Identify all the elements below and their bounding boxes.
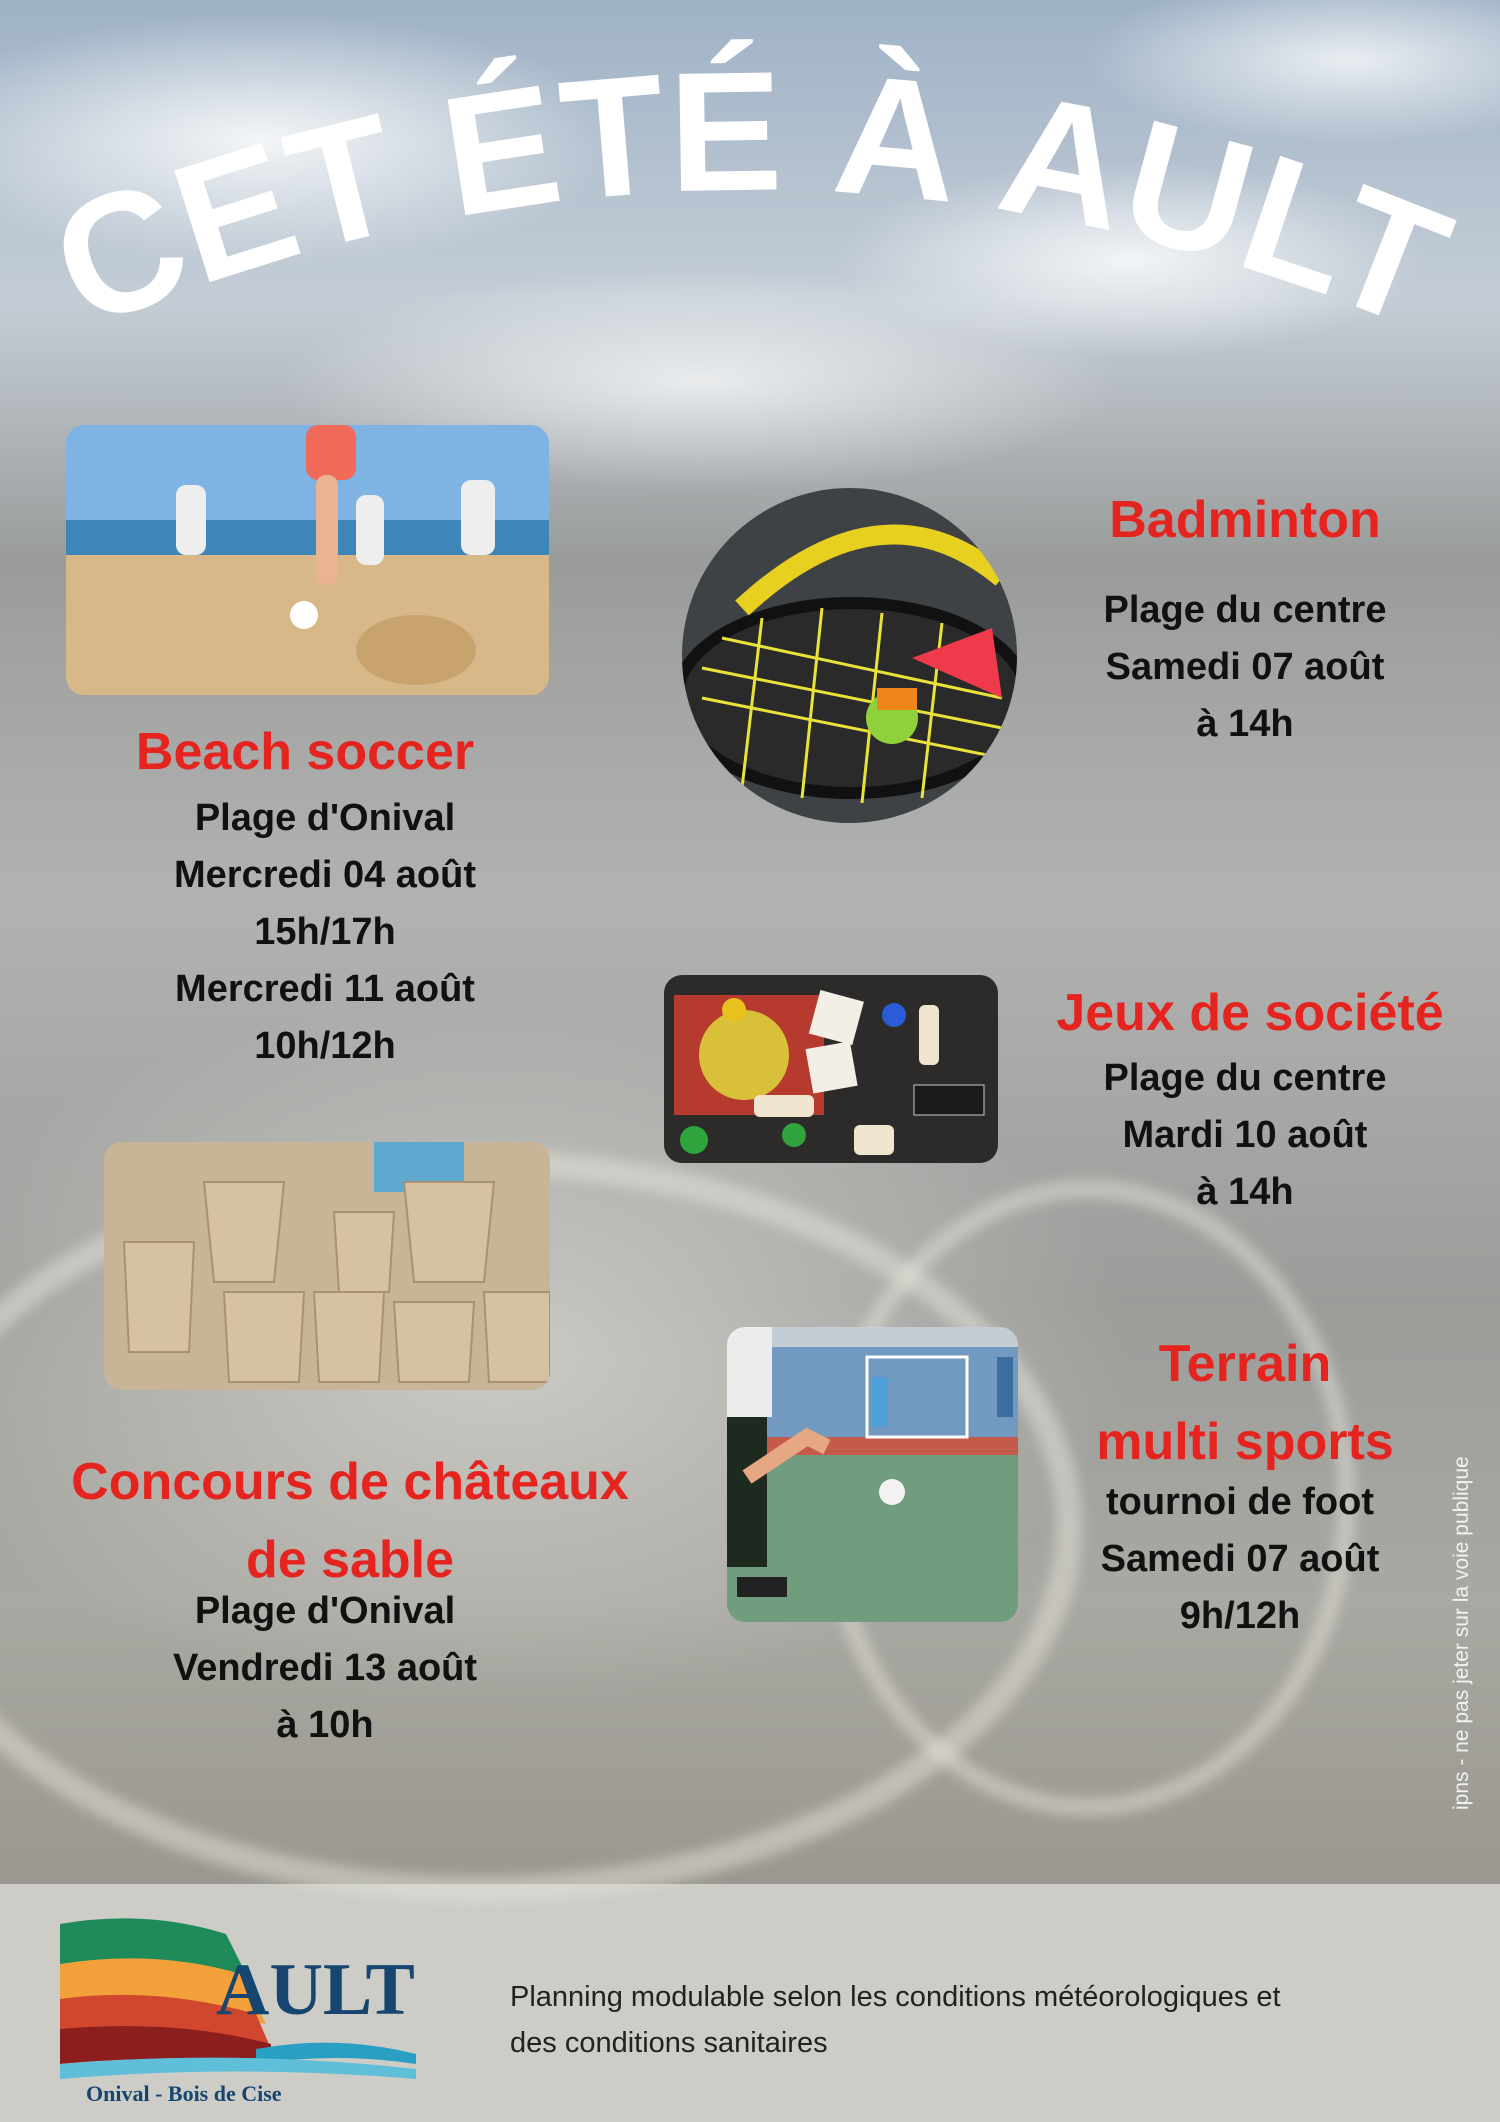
detail-line: Mercredi 04 août [174,854,476,896]
logo-subtitle: Onival - Bois de Cise [86,2081,282,2104]
board-games-photo [664,975,998,1163]
svg-text:CET ÉTÉ À AULT [29,36,1471,364]
detail-line: 9h/12h [1179,1595,1301,1637]
multisport-details [1020,1474,1460,1645]
planning-note-line: des conditions sanitaires [510,2027,828,2059]
multisport-heading [1030,1325,1460,1481]
planning-note-line: Planning modulable selon les conditions météorologiques et [510,1981,1281,2013]
heading-line: multi sports [1096,1413,1394,1471]
detail-line: à 14h [1196,703,1294,745]
poster-title-text: CET ÉTÉ À AULT [29,36,1472,365]
ipns-notice: ipns - ne pas jeter sur la voie publique [1450,1456,1473,1810]
detail-line: Plage d'Onival [194,797,456,839]
detail-line: 15h/17h [254,911,396,953]
detail-line: à 10h [276,1704,374,1746]
sand-castle-photo [104,1142,550,1390]
detail-line: Mercredi 11 août [175,968,475,1010]
detail-line: Plage d'Onival [194,1590,456,1632]
poster-title [0,20,1500,400]
detail-line: 10h/12h [254,1025,396,1067]
sand-castle-details [80,1583,570,1754]
ault-logo [56,1904,426,2104]
badminton-heading: Badminton [1109,491,1381,549]
heading-line: de sable [245,1531,455,1589]
board-games-details [1030,1050,1460,1221]
detail-line: Mardi 10 août [1122,1114,1368,1156]
beach-soccer-photo [66,425,549,695]
beach-soccer-heading: Beach soccer [135,723,475,781]
multisport-court-photo [727,1327,1018,1622]
detail-line: Vendredi 13 août [172,1647,478,1689]
heading-line: Terrain [1158,1335,1332,1393]
badminton-photo [682,488,1017,823]
detail-line: tournoi de foot [1105,1481,1375,1523]
heading-line: Concours de châteaux [71,1453,629,1511]
detail-line: à 14h [1196,1171,1294,1213]
detail-line: Samedi 07 août [1100,1538,1380,1580]
board-games-heading: Jeux de société [1056,984,1444,1042]
detail-line: Plage du centre [1103,589,1387,631]
beach-soccer-details [80,790,570,1075]
logo-name: AULT [216,1949,415,2031]
planning-note [510,1974,1470,2066]
detail-line: Plage du centre [1103,1057,1387,1099]
badminton-details [1030,582,1460,753]
sand-castle-heading [30,1443,670,1599]
footer [0,1884,1500,2122]
detail-line: Samedi 07 août [1105,646,1385,688]
